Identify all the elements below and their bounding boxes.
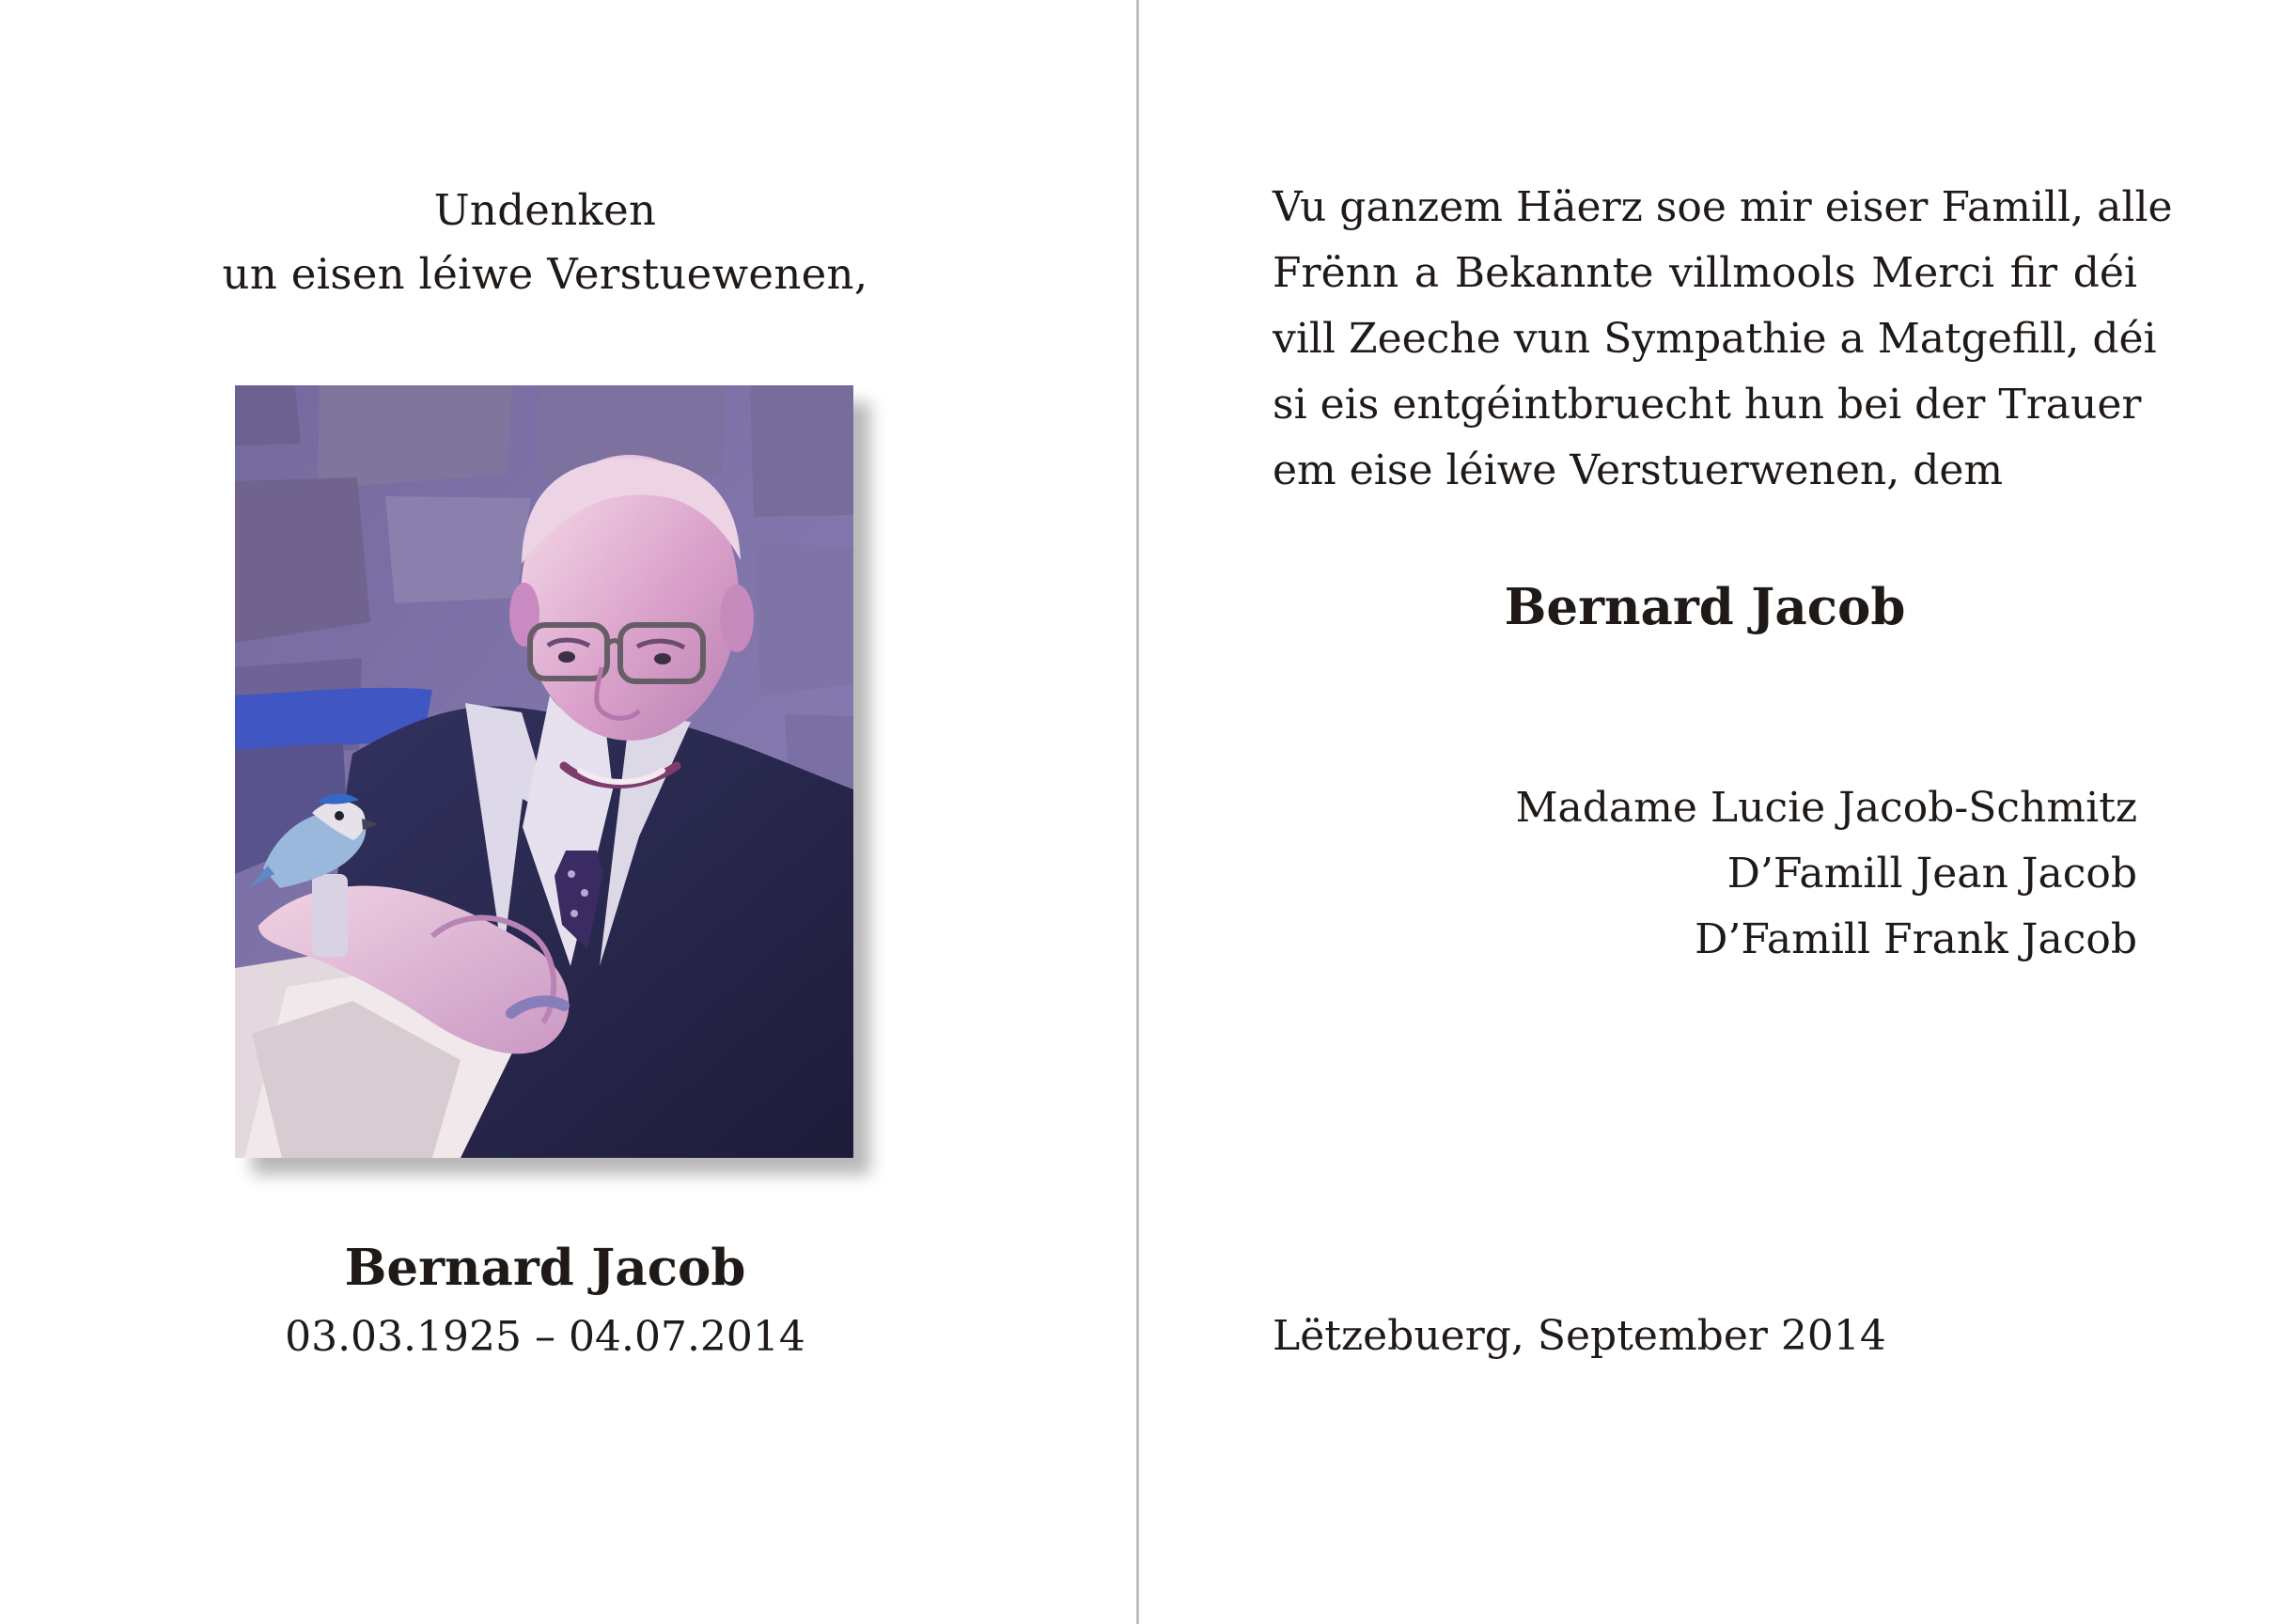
left-page — [0, 0, 1137, 1624]
signature-line: D’Famill Frank Jacob — [1695, 915, 2137, 963]
thanks-line: vill Zeeche vun Sympathie a Matgefill, déi — [1273, 315, 2157, 363]
portrait-photo — [235, 385, 853, 1158]
right-page — [1141, 0, 2281, 1624]
signature-line: Madame Lucie Jacob-Schmitz — [1515, 784, 2137, 832]
deceased-name: Bernard Jacob — [1504, 578, 1906, 636]
intro-line-1: Undenken — [433, 185, 657, 235]
family-signatures — [1498, 775, 2137, 973]
place-and-date: Lëtzebuerg, September 2014 — [1273, 1312, 1886, 1360]
thanks-line: Frënn a Bekannte villmools Merci fir déi — [1273, 249, 2137, 297]
portrait-illustration — [235, 385, 853, 1158]
thanks-line: em eise léiwe Verstuerwenen, dem — [1273, 446, 2004, 494]
signature-line: D’Famill Jean Jacob — [1726, 850, 2137, 898]
thanks-line: si eis entgéintbruecht hun bei der Trauer — [1273, 381, 2142, 429]
memorial-intro — [150, 179, 940, 306]
deceased-name: Bernard Jacob — [344, 1239, 746, 1297]
card-fold-line — [1136, 0, 1139, 1624]
thanks-line: Vu ganzem Häerz soe mir eiser Famill, alle — [1273, 183, 2173, 231]
intro-line-2: un eisen léiwe Verstuewenen, — [222, 249, 868, 299]
thanks-message — [1273, 175, 2173, 504]
life-dates: 03.03.1925 – 04.07.2014 — [285, 1313, 805, 1361]
